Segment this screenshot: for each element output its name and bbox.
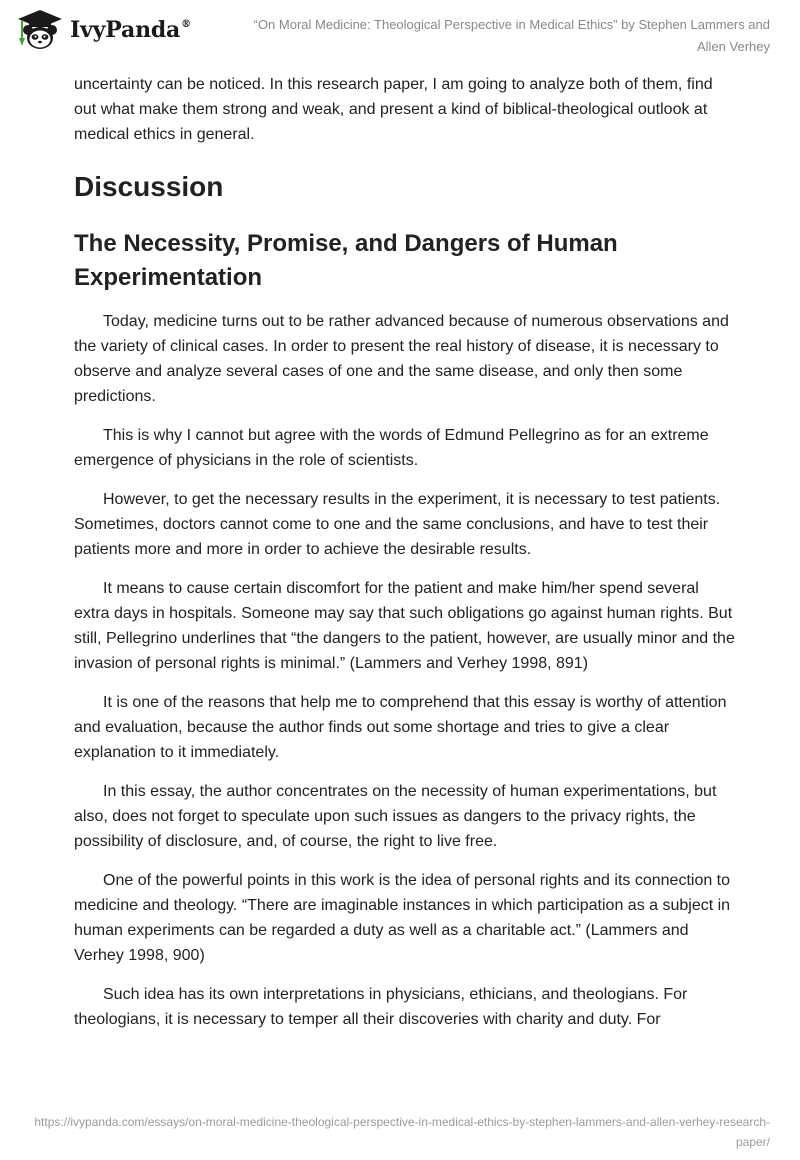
- paragraph: Today, medicine turns out to be rather advanced because of numerous observations and the variety of clinical cases. In order to present the real history of disease, it is necessary to observe and analyze several cases of one and the same disease, and only then some predictions.: [74, 313, 729, 405]
- logo-wordmark: [70, 17, 191, 43]
- paragraph: This is why I cannot but agree with the words of Edmund Pellegrino as for an extreme emergence of physicians in the role of scientists.: [74, 427, 709, 469]
- paragraph: It means to cause certain discomfort for the patient and make him/her spend several extra days in hospitals. Someone may say that such obligations go against human rights. But still, Pellegrino underlines that “the dangers to the patient, however, are usually minor and the invasion of personal rights is minimal.” (Lammers and Verhey 1998, 891): [74, 580, 735, 672]
- document-title: “On Moral Medicine: Theological Perspective in Medical Ethics” by Stephen Lammers and Allen Verhey: [253, 17, 770, 54]
- registered-mark: ®: [181, 18, 191, 30]
- paragraph: However, to get the necessary results in the experiment, it is necessary to test patients. Sometimes, doctors cannot come to one and the same conclusions, and have to test their patients more and more in order to achieve the desirable results.: [74, 491, 721, 558]
- page-header: [0, 0, 800, 64]
- page-footer: [30, 1112, 770, 1152]
- section-heading: Discussion: [74, 171, 224, 202]
- essay-content: [74, 72, 736, 1046]
- logo-text: IvyPanda: [70, 17, 181, 43]
- intro-paragraph: uncertainty can be noticed. In this research paper, I am going to analyze both of them, find out what make them strong and weak, and present a kind of biblical-theological outlook at medical ethics in general.: [74, 76, 713, 143]
- paragraph: It is one of the reasons that help me to comprehend that this essay is worthy of attention and evaluation, because the author finds out some shortage and tries to give a clear explanation to it immediately.: [74, 694, 727, 761]
- paragraph: In this essay, the author concentrates on the necessity of human experimentations, but also, does not forget to speculate upon such issues as dangers to the privacy rights, the possibility of disclosure, and, of course, the right to live free.: [74, 783, 717, 850]
- paragraph: One of the powerful points in this work is the idea of personal rights and its connection to medicine and theology. “There are imaginable instances in which participation as a subject in human experiments can be regarded a duty as well as a charitable act.” (Lammers and Verhey 1998, 900): [74, 872, 731, 964]
- subsection-heading: The Necessity, Promise, and Dangers of Human Experimentation: [74, 230, 618, 291]
- ivypanda-logo[interactable]: [14, 8, 191, 52]
- source-url-link[interactable]: https://ivypanda.com/essays/on-moral-medicine-theological-perspective-in-medical-ethics-by-stephen-lammers-and-allen-verhey-research-paper/: [34, 1115, 770, 1149]
- panda-graduate-icon: [14, 8, 66, 52]
- paragraph: Such idea has its own interpretations in physicians, ethicians, and theologians. For theologians, it is necessary to temper all their discoveries with charity and duty. For: [74, 986, 688, 1028]
